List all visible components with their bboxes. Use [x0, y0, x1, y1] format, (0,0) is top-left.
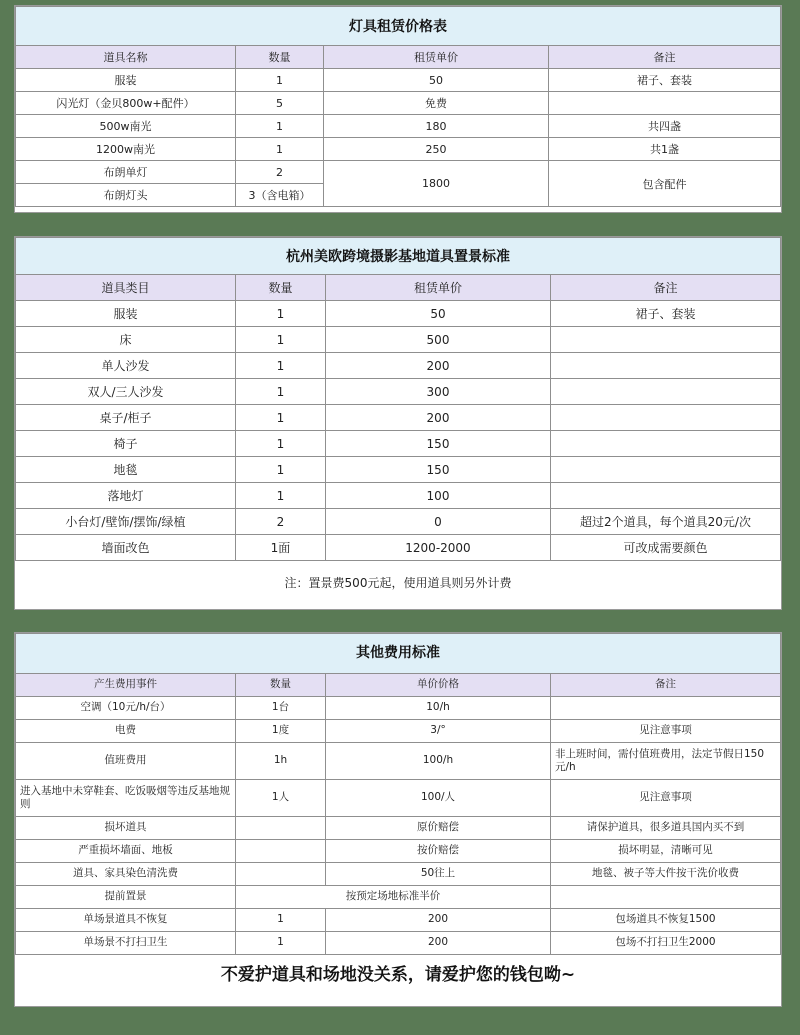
item-price: 原价赔偿	[326, 817, 551, 840]
item-note: 见注意事项	[551, 780, 781, 817]
item-price: 1800	[324, 161, 549, 207]
table-row	[16, 535, 781, 561]
item-name: 闪光灯（金贝800w+配件）	[16, 92, 236, 115]
item-name: 地毯	[16, 457, 236, 483]
item-name: 1200w南光	[16, 138, 236, 161]
table-row	[16, 431, 781, 457]
item-name: 电费	[16, 720, 236, 743]
item-note: 见注意事项	[551, 720, 781, 743]
item-qty: 1台	[236, 697, 326, 720]
item-price: 100	[326, 483, 551, 509]
item-price: 200	[326, 405, 551, 431]
item-name: 服装	[16, 301, 236, 327]
item-price: 0	[326, 509, 551, 535]
item-qty: 1	[236, 69, 324, 92]
column-header: 租赁单价	[326, 275, 551, 301]
item-note	[551, 353, 781, 379]
item-qty: 1	[236, 301, 326, 327]
item-note: 超过2个道具，每个道具20元/次	[551, 509, 781, 535]
item-name: 损坏道具	[16, 817, 236, 840]
item-note	[551, 379, 781, 405]
table-row	[16, 379, 781, 405]
table-row	[16, 932, 781, 955]
item-price: 50往上	[326, 863, 551, 886]
item-price: 100/人	[326, 780, 551, 817]
item-note	[551, 457, 781, 483]
column-header: 租赁单价	[324, 46, 549, 69]
item-name: 提前置景	[16, 886, 236, 909]
item-name: 空调（10元/h/台）	[16, 697, 236, 720]
table-row	[16, 743, 781, 780]
item-note: 非上班时间，需付值班费用，法定节假日150元/h	[551, 743, 781, 780]
item-price: 100/h	[326, 743, 551, 780]
column-header: 数量	[236, 275, 326, 301]
item-price: 150	[326, 457, 551, 483]
item-name: 双人/三人沙发	[16, 379, 236, 405]
item-name: 布朗单灯	[16, 161, 236, 184]
item-note: 共1盏	[549, 138, 781, 161]
other-fees-table	[14, 632, 782, 1007]
item-price: 180	[324, 115, 549, 138]
table-row	[16, 720, 781, 743]
column-header: 数量	[236, 674, 326, 697]
item-name: 服装	[16, 69, 236, 92]
column-header: 道具名称	[16, 46, 236, 69]
table-row	[16, 909, 781, 932]
item-price: 150	[326, 431, 551, 457]
item-qty	[236, 817, 326, 840]
item-qty: 2	[236, 161, 324, 184]
table-row	[16, 405, 781, 431]
props-staging-standard-table	[14, 236, 782, 610]
item-name: 小台灯/壁饰/摆饰/绿植	[16, 509, 236, 535]
column-header: 数量	[236, 46, 324, 69]
table-row	[16, 353, 781, 379]
item-note	[551, 431, 781, 457]
staging-footnote: 注：置景费500元起，使用道具则另外计费	[284, 575, 512, 590]
table-row	[16, 780, 781, 817]
item-price: 300	[326, 379, 551, 405]
item-price: 250	[324, 138, 549, 161]
item-qty: 1人	[236, 780, 326, 817]
item-note	[551, 327, 781, 353]
item-qty: 1	[236, 327, 326, 353]
table-row	[16, 301, 781, 327]
item-qty	[236, 840, 326, 863]
item-qty: 1	[236, 353, 326, 379]
item-name: 落地灯	[16, 483, 236, 509]
table-title: 杭州美欧跨境摄影基地道具置景标准	[16, 238, 781, 275]
table-row	[16, 69, 781, 92]
item-name: 500w南光	[16, 115, 236, 138]
item-qty: 1	[236, 932, 326, 955]
item-price: 3/°	[326, 720, 551, 743]
item-name: 道具、家具染色清洗费	[16, 863, 236, 886]
item-qty: 1度	[236, 720, 326, 743]
item-qty: 1	[236, 483, 326, 509]
column-header: 备注	[551, 674, 781, 697]
table-row	[16, 457, 781, 483]
item-qty: 5	[236, 92, 324, 115]
item-name: 严重损坏墙面、地板	[16, 840, 236, 863]
column-header: 备注	[551, 275, 781, 301]
item-price: 200	[326, 353, 551, 379]
item-price: 10/h	[326, 697, 551, 720]
item-qty: 1面	[236, 535, 326, 561]
item-name: 布朗灯头	[16, 184, 236, 207]
item-name: 墙面改色	[16, 535, 236, 561]
table-row	[16, 327, 781, 353]
item-note: 裙子、套装	[549, 69, 781, 92]
table-title: 其他费用标准	[16, 634, 781, 674]
item-price: 200	[326, 932, 551, 955]
item-price: 免费	[324, 92, 549, 115]
item-price: 50	[324, 69, 549, 92]
table-row	[16, 161, 781, 184]
table-row	[16, 840, 781, 863]
item-qty: 1	[236, 431, 326, 457]
item-qty: 2	[236, 509, 326, 535]
item-note: 请保护道具，很多道具国内买不到	[551, 817, 781, 840]
item-qty	[236, 863, 326, 886]
item-price: 50	[326, 301, 551, 327]
item-price: 按预定场地标准半价	[236, 886, 551, 909]
item-name: 床	[16, 327, 236, 353]
item-name: 进入基地中未穿鞋套、吃饭吸烟等违反基地规则	[16, 780, 236, 817]
item-name: 椅子	[16, 431, 236, 457]
item-note	[551, 697, 781, 720]
item-note: 裙子、套装	[551, 301, 781, 327]
item-price: 500	[326, 327, 551, 353]
table-row	[16, 697, 781, 720]
table-row	[16, 509, 781, 535]
item-qty: 3（含电箱）	[236, 184, 324, 207]
lighting-rental-price-table	[14, 5, 782, 213]
column-header: 备注	[549, 46, 781, 69]
table-row	[16, 886, 781, 909]
table-header-row	[16, 275, 781, 301]
item-note: 包场道具不恢复1500	[551, 909, 781, 932]
table-header-row	[16, 46, 781, 69]
item-qty: 1	[236, 405, 326, 431]
item-name: 单场景道具不恢复	[16, 909, 236, 932]
table-header-row	[16, 674, 781, 697]
item-price: 1200-2000	[326, 535, 551, 561]
item-qty: 1	[236, 457, 326, 483]
item-qty: 1	[236, 379, 326, 405]
item-qty: 1	[236, 115, 324, 138]
item-qty: 1h	[236, 743, 326, 780]
item-note: 共四盏	[549, 115, 781, 138]
table-row	[16, 863, 781, 886]
item-note: 地毯、被子等大件按干洗价收费	[551, 863, 781, 886]
item-qty: 1	[236, 909, 326, 932]
item-name: 单场景不打扫卫生	[16, 932, 236, 955]
item-price: 200	[326, 909, 551, 932]
item-note: 包场不打扫卫生2000	[551, 932, 781, 955]
item-note: 可改成需要颜色	[551, 535, 781, 561]
table-row	[16, 483, 781, 509]
column-header: 单价价格	[326, 674, 551, 697]
table-row	[16, 115, 781, 138]
item-price: 按价赔偿	[326, 840, 551, 863]
table-row	[16, 92, 781, 115]
column-header: 产生费用事件	[16, 674, 236, 697]
table-title: 灯具租赁价格表	[16, 7, 781, 46]
slogan: 不爱护道具和场地没关系，请爱护您的钱包呦~	[220, 965, 576, 986]
item-qty: 1	[236, 138, 324, 161]
item-note: 包含配件	[549, 161, 781, 207]
item-name: 单人沙发	[16, 353, 236, 379]
item-note	[551, 483, 781, 509]
item-name: 桌子/柜子	[16, 405, 236, 431]
item-note	[551, 886, 781, 909]
column-header: 道具类目	[16, 275, 236, 301]
item-note: 损坏明显，清晰可见	[551, 840, 781, 863]
item-note	[551, 405, 781, 431]
item-name: 值班费用	[16, 743, 236, 780]
table-row	[16, 817, 781, 840]
item-note	[549, 92, 781, 115]
table-row	[16, 138, 781, 161]
